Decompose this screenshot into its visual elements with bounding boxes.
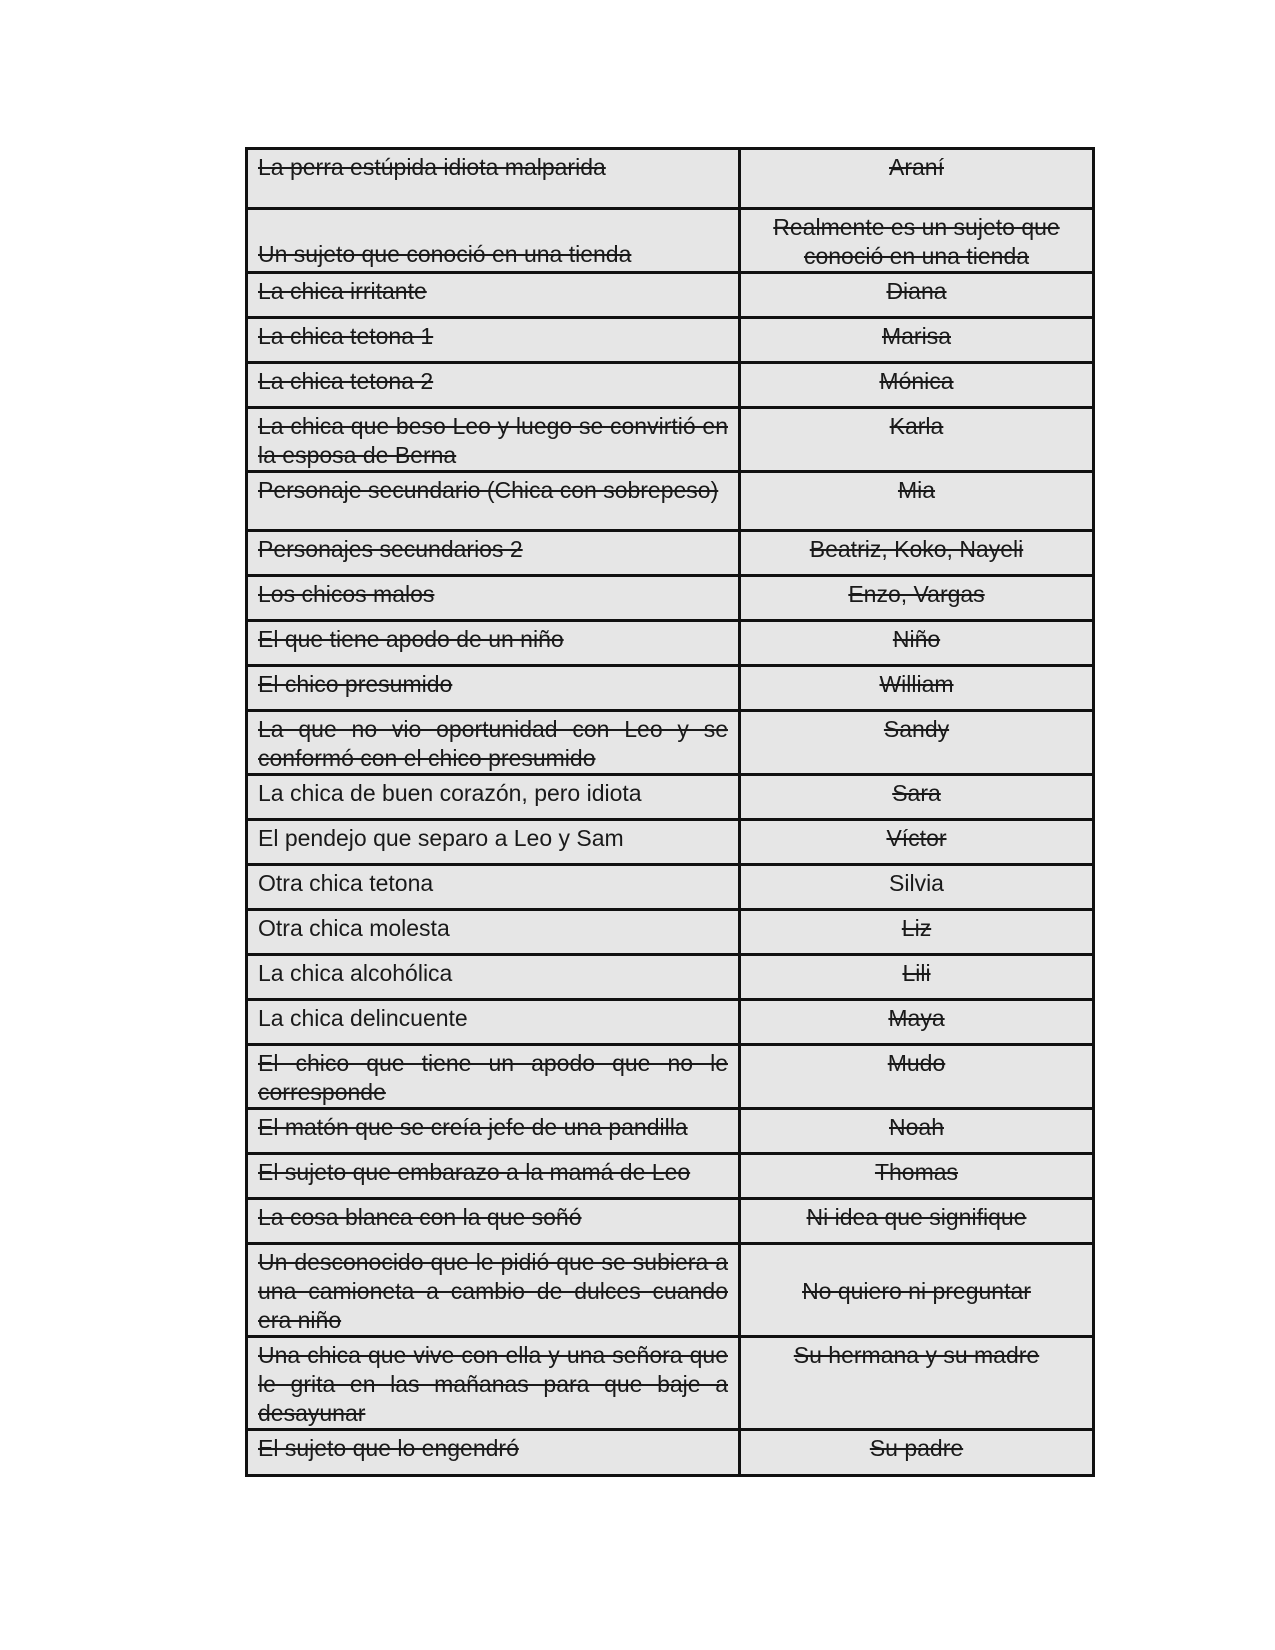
table-row bbox=[247, 775, 1094, 820]
row-name: Liz bbox=[740, 910, 1094, 955]
row-description: Un desconocido que le pidió que se subiera a una camioneta a cambio de dulces cuando era niño bbox=[247, 1244, 740, 1337]
row-description: Una chica que vive con ella y una señora que le grita en las mañanas para que baje a desayunar bbox=[247, 1337, 740, 1430]
row-description: Personajes secundarios 2 bbox=[247, 531, 740, 576]
row-name: Diana bbox=[740, 273, 1094, 318]
row-description: La chica tetona 2 bbox=[247, 363, 740, 408]
table-row bbox=[247, 576, 1094, 621]
table-row bbox=[247, 149, 1094, 209]
table-row bbox=[247, 531, 1094, 576]
table-row bbox=[247, 363, 1094, 408]
row-name: Noah bbox=[740, 1109, 1094, 1154]
row-description: El pendejo que separo a Leo y Sam bbox=[247, 820, 740, 865]
row-description: Personaje secundario (Chica con sobrepeso) bbox=[247, 472, 740, 531]
row-name: Mudo bbox=[740, 1045, 1094, 1109]
row-name: Mónica bbox=[740, 363, 1094, 408]
row-name: Su hermana y su madre bbox=[740, 1337, 1094, 1430]
row-description: Otra chica molesta bbox=[247, 910, 740, 955]
row-name: Beatriz, Koko, Nayeli bbox=[740, 531, 1094, 576]
table-row bbox=[247, 408, 1094, 472]
row-description: La chica que beso Leo y luego se convirtió en la esposa de Berna bbox=[247, 408, 740, 472]
row-name: Sara bbox=[740, 775, 1094, 820]
row-name: Enzo, Vargas bbox=[740, 576, 1094, 621]
row-description: Un sujeto que conoció en una tienda bbox=[247, 209, 740, 273]
table-row bbox=[247, 1337, 1094, 1430]
row-description: El chico presumido bbox=[247, 666, 740, 711]
row-name: Lili bbox=[740, 955, 1094, 1000]
row-name: Mia bbox=[740, 472, 1094, 531]
row-description: Los chicos malos bbox=[247, 576, 740, 621]
table-row bbox=[247, 1430, 1094, 1476]
table-row bbox=[247, 1199, 1094, 1244]
row-description: El sujeto que lo engendró bbox=[247, 1430, 740, 1476]
row-name: Marisa bbox=[740, 318, 1094, 363]
table-row bbox=[247, 865, 1094, 910]
row-description: El chico que tiene un apodo que no le corresponde bbox=[247, 1045, 740, 1109]
row-name: Realmente es un sujeto que conoció en una tienda bbox=[740, 209, 1094, 273]
row-name: Su padre bbox=[740, 1430, 1094, 1476]
row-description: La perra estúpida idiota malparida bbox=[247, 149, 740, 209]
character-table bbox=[245, 147, 1095, 1477]
table-row bbox=[247, 621, 1094, 666]
row-description: La que no vio oportunidad con Leo y se conformó con el chico presumido bbox=[247, 711, 740, 775]
row-description: La chica de buen corazón, pero idiota bbox=[247, 775, 740, 820]
row-name: Ni idea que signifique bbox=[740, 1199, 1094, 1244]
row-description: La chica irritante bbox=[247, 273, 740, 318]
table-row bbox=[247, 820, 1094, 865]
table-row bbox=[247, 273, 1094, 318]
table-row bbox=[247, 1109, 1094, 1154]
row-name: Araní bbox=[740, 149, 1094, 209]
table-row bbox=[247, 1000, 1094, 1045]
row-name: Karla bbox=[740, 408, 1094, 472]
row-description: El que tiene apodo de un niño bbox=[247, 621, 740, 666]
table-row bbox=[247, 711, 1094, 775]
table-row bbox=[247, 318, 1094, 363]
row-description: La chica tetona 1 bbox=[247, 318, 740, 363]
table-row bbox=[247, 1045, 1094, 1109]
table-row bbox=[247, 666, 1094, 711]
table-row bbox=[247, 955, 1094, 1000]
row-description: La cosa blanca con la que soñó bbox=[247, 1199, 740, 1244]
row-description: El sujeto que embarazo a la mamá de Leo bbox=[247, 1154, 740, 1199]
row-name: Maya bbox=[740, 1000, 1094, 1045]
row-name: Thomas bbox=[740, 1154, 1094, 1199]
row-name: Silvia bbox=[740, 865, 1094, 910]
row-name: William bbox=[740, 666, 1094, 711]
row-name: Sandy bbox=[740, 711, 1094, 775]
table-row bbox=[247, 1154, 1094, 1199]
row-description: La chica alcohólica bbox=[247, 955, 740, 1000]
table-row bbox=[247, 1244, 1094, 1337]
row-name: No quiero ni preguntar bbox=[740, 1244, 1094, 1337]
table-row bbox=[247, 472, 1094, 531]
row-description: Otra chica tetona bbox=[247, 865, 740, 910]
row-description: La chica delincuente bbox=[247, 1000, 740, 1045]
table-row bbox=[247, 910, 1094, 955]
table-row bbox=[247, 209, 1094, 273]
row-description: El matón que se creía jefe de una pandilla bbox=[247, 1109, 740, 1154]
row-name: Víctor bbox=[740, 820, 1094, 865]
row-name: Niño bbox=[740, 621, 1094, 666]
